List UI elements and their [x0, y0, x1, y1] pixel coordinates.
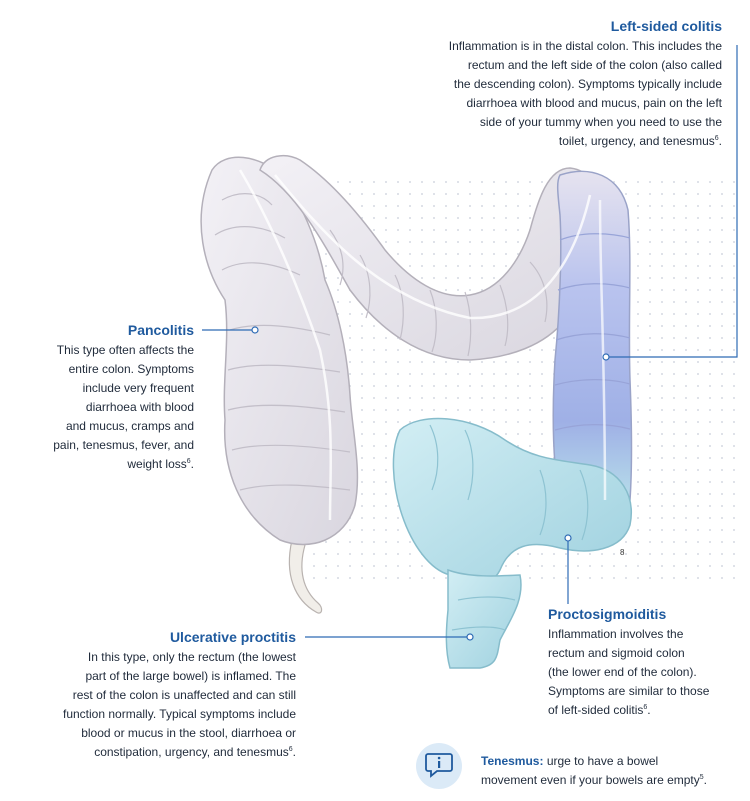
ulcerative-proctitis-description: [26, 648, 296, 762]
left-sided-title: Left-sided colitis: [610, 18, 722, 34]
info-speech-bubble-icon: [416, 743, 462, 789]
pancolitis-ref: 6: [186, 458, 191, 465]
leader-dot-pancolitis: [252, 327, 258, 333]
leader-dot-proctosigmoiditis: [565, 535, 571, 541]
pancolitis-line: include very frequent: [82, 381, 194, 395]
left-sided-line: the descending colon). Symptoms typically include: [453, 77, 722, 91]
speech-bubble-icon: [425, 752, 453, 778]
leader-dot-ulcerative-proctitis: [467, 634, 473, 640]
ulcerative-proctitis-line: In this type, only the rectum (the lowest: [87, 650, 296, 664]
ulcerative-proctitis-line: function normally. Typical symptoms include: [63, 707, 296, 721]
pancolitis-line: entire colon. Symptoms: [68, 362, 194, 376]
pancolitis-line: and mucus, cramps and: [65, 419, 194, 433]
pancolitis-line: This type often affects the: [56, 343, 194, 357]
ulcerative-proctitis-line: part of the large bowel) is inflamed. The: [85, 669, 296, 683]
proctosigmoiditis-line: Inflammation involves the: [548, 627, 684, 641]
left-sided-ref: 6: [714, 135, 719, 142]
tenesmus-term: Tenesmus:: [481, 754, 544, 768]
pancolitis-description: [14, 341, 194, 474]
proctosigmoiditis-title: Proctosigmoiditis: [548, 606, 667, 622]
pancolitis-line: diarrhoea with blood: [85, 400, 194, 414]
pancolitis-title: Pancolitis: [127, 322, 194, 338]
tenesmus-line-2: movement even if your bowels are empty$^5$.: [481, 773, 708, 787]
pancolitis-line-last: weight loss$^6$.: [127, 457, 194, 471]
figure-ref: 8: [620, 548, 625, 557]
left-sided-line-last: toilet, urgency, and tenesmus$^6$.: [558, 134, 722, 148]
left-sided-line: side of your tummy when you need to use the: [479, 115, 722, 129]
left-sided-description: [392, 37, 722, 151]
tenesmus-line-1: Tenesmus: urge to have a bowel: [481, 754, 659, 768]
ulcerative-proctitis-title: Ulcerative proctitis: [169, 629, 296, 645]
ulcerative-proctitis-line: blood or mucus in the stool, diarrhoea or: [81, 726, 296, 740]
ulcerative-proctitis-line-last: constipation, urgency, and tenesmus$^6$.: [94, 745, 296, 759]
proctosigmoiditis-ref: 6: [643, 704, 648, 711]
leader-dot-left-sided: [603, 354, 609, 360]
tenesmus-tip: [481, 752, 743, 790]
proctosigmoiditis-line: rectum and sigmoid colon: [548, 646, 685, 660]
pancolitis-line: pain, tenesmus, fever, and: [53, 438, 194, 452]
ulcerative-proctitis-line: rest of the colon is unaffected and can still: [72, 688, 296, 702]
left-sided-line: Inflammation is in the distal colon. This includes the: [448, 39, 722, 53]
descending-colon: [553, 171, 631, 505]
rectum: [446, 570, 521, 668]
proctosigmoiditis-description: [548, 625, 743, 720]
left-sided-line: rectum and the left side of the colon (also called: [467, 58, 722, 72]
proctosigmoiditis-line: (the lower end of the colon).: [548, 665, 697, 679]
proctosigmoiditis-line-last: of left-sided colitis$^6$.: [548, 703, 651, 717]
left-sided-line: diarrhoea with blood and mucus, pain on the left: [466, 96, 722, 110]
tenesmus-ref: 5: [699, 774, 704, 781]
ulcerative-proctitis-ref: 6: [288, 746, 293, 753]
proctosigmoiditis-line: Symptoms are similar to those: [548, 684, 710, 698]
